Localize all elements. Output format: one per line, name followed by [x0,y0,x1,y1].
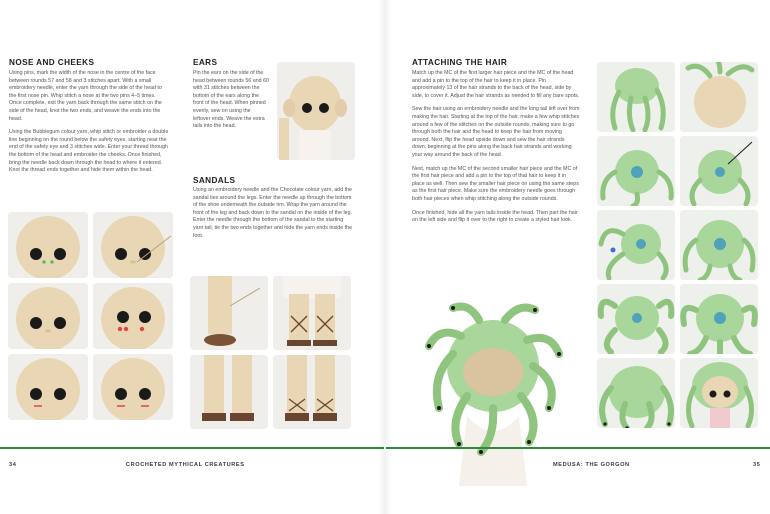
ears-text: Pin the ears on the side of the head between rounds 56 and 60 with 31 stitches between the bottom of the ears along the front of the head. When pinned evenly, sew on using the leftover ends. Weave the extra tails into the head. [193,70,269,130]
nose-step-photo-2 [93,212,173,278]
hair-step-photo-7 [597,284,675,354]
nose-step-photo-1 [8,212,88,278]
cheek-step-photo-3 [8,354,88,420]
hair-step-photo-1 [597,62,675,132]
right-footer-rule [386,447,770,449]
sandals-heading: SANDALS [193,176,236,185]
sandal-step-photo-1 [190,276,268,350]
attaching-hair-paragraph-1: Match up the MC of the first larger hair piece and the MC of the head and add a pin to the top of the hair to keep it in place. Pin approximately 13 of the hair strands to the back of the head, side by side, to cover it. Adjust the hair strands as needed to fill any bare spots. [412,70,580,99]
hair-step-photo-8 [680,284,758,354]
left-footer-rule [0,447,384,449]
hair-step-photo-10 [680,358,758,428]
nose-cheeks-heading: NOSE AND CHEEKS [9,58,95,67]
attaching-hair-paragraph-4: Once finished, hide all the yarn tails inside the head. Then part the hair on the left side and flip it over to the right to create a styled hair look. [412,209,578,224]
left-page-number: 34 [9,462,17,468]
cheek-step-photo-2 [93,283,173,349]
sandal-step-photo-4 [273,355,351,429]
ears-photo [277,62,355,160]
sandal-step-photo-3 [190,355,268,429]
sandal-step-photo-2 [273,276,351,350]
book-gutter-shadow [378,0,392,514]
medusa-doll-photo [409,296,577,486]
attaching-hair-paragraph-3: Next, match up the MC of the second smaller hair piece and the MC of the first hair piece and add a pin to the top of that hair to keep it in place as well. Then sew the smaller hair piece on using the same steps as the first hair piece. Make sure the embroidery needle goes through both hair pieces when whip stitching along the outside rounds. [412,165,579,202]
ears-heading: EARS [193,58,218,67]
cheek-step-photo-1 [8,283,88,349]
sandals-text: Using an embroidery needle and the Chocolate colour yarn, add the sandal ties around the legs. Enter the needle up through the bottom of the shoe underneath the outside rim. Wrap the yarn around the front of the leg and back down to the sandal on the inside of the leg. Enter the needle through the bottom of the sandal to the starting yarn tail, tie the two ends together and hide the yarn ends inside the foot. [193,187,353,239]
right-page-number: 35 [753,462,761,468]
cheek-step-photo-4 [93,354,173,420]
hair-step-photo-5 [597,210,675,280]
chapter-title-running-footer: MEDUSA: THE GORGON [553,462,630,468]
nose-cheeks-paragraph-1: Using pins, mark the width of the nose in the centre of the face between rounds 57 and 58 and 3 stitches apart. With a small embroidery needle, enter the yarn through the side of the head to the first nose pin. Whip stitch a nose at the two pins 4–5 times. Once complete, exit the yarn back through the same stitch on the side of the head, knot the two ends, and weave the ends into the head. [9,70,162,122]
attaching-hair-paragraph-2: Sew the hair using an embroidery needle and the long tail left over from making the hair. Starting at the top of the hair, make a few whip stitches around a few of the stitches on the outside rounds, making sure to go through both the hair and the head to keep the hair from moving around. Next, flip the head upside down and sew the hair strands down, beginning at the pins along the back hair strands and working your way around the back of the head. [412,106,580,158]
nose-cheeks-paragraph-2: Using the Bubblegum colour yarn, whip stitch or embroider a double line beginning on the round below the safety eyes, starting near the end of the safety eye and 3 stitches wide. Enter your thread through the bottom of the head and embroider the cheeks. Once finished, bring the needle back down through the head to where it entered. Knot the thread ends together and hide them within the head. [9,129,169,174]
hair-step-photo-9 [597,358,675,428]
right-page [385,0,770,514]
hair-step-photo-6 [680,210,758,280]
hair-step-photo-4 [680,136,758,206]
book-title-running-footer: CROCHETED MYTHICAL CREATURES [126,462,245,468]
hair-step-photo-2 [680,62,758,132]
hair-step-photo-3 [597,136,675,206]
attaching-hair-heading: ATTACHING THE HAIR [412,58,508,67]
attaching-hair-text [412,70,580,231]
nose-cheeks-text [9,70,169,181]
